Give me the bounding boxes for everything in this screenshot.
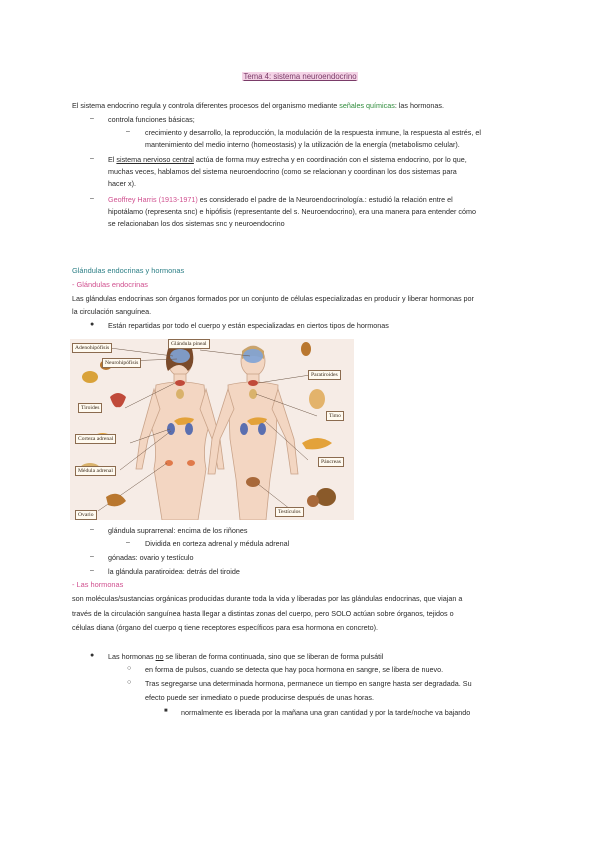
label-corteza-adrenal: Corteza adrenal bbox=[75, 434, 116, 444]
snc-line-3: hacer x). bbox=[108, 179, 136, 188]
bullet-circle: ○ bbox=[127, 665, 132, 672]
label-tiroides: Tiroides bbox=[78, 403, 102, 413]
label-neurohipofisis: Neurohipófisis bbox=[102, 358, 141, 368]
intro-paragraph: El sistema endocrino regula y controla diferentes procesos del organismo mediante señales químicas: las hormonas. bbox=[72, 101, 444, 110]
hormonas-sub-2: Tras segregarse una determinada hormona, permanece un tiempo en sangre hasta ser degradada. Su bbox=[145, 679, 472, 688]
subheading-hormonas: - Las hormonas bbox=[72, 580, 124, 589]
bullet-dash: – bbox=[90, 553, 94, 560]
bullet-circle: ○ bbox=[127, 679, 132, 686]
hormonas-text-line-2: través de la circulación sanguínea hasta llegar a distintas zonas del cuerpo, pero SOLO actúan sobre órganos, tejidos o bbox=[72, 609, 454, 618]
bullet-dash: – bbox=[126, 128, 130, 135]
bullet-square: ■ bbox=[164, 708, 168, 714]
hormonas-text-line-1: son moléculas/sustancias orgánicas producidas durante toda la vida y liberadas por las glándulas endocrinas, que viajan a bbox=[72, 594, 463, 603]
hormonas-sub-2-cont: efecto puede ser inmediato o puede producirse después de unas horas. bbox=[145, 693, 374, 702]
harris-paragraph: Geoffrey Harris (1913-1971) es considerado el padre de la Neuroendocrinología.: estudió la relación entre el bbox=[108, 195, 453, 204]
bullet-dash: – bbox=[90, 567, 94, 574]
bullet-dot: ● bbox=[90, 321, 95, 328]
gonadas-note: gónadas: ovario y testículo bbox=[108, 553, 194, 562]
bullet-dash: – bbox=[126, 539, 130, 546]
hormonas-sub-1: en forma de pulsos, cuando se detecta que hay poca hormona en sangre, se libera de nuevo. bbox=[145, 665, 444, 674]
suprarrenal-subnote: Dividida en corteza adrenal y médula adrenal bbox=[145, 539, 290, 548]
hormonas-text-line-3: células diana (órgano del cuerpo q tiene receptores específicos para esa hormona en concreto). bbox=[72, 623, 379, 632]
suprarrenal-note: glándula suprarrenal: encima de los riñones bbox=[108, 526, 248, 535]
label-ovario: Ovario bbox=[75, 510, 97, 520]
snc-paragraph: El sistema nervioso central actúa de forma muy estrecha y en coordinación con el sistema endocrino, por lo que, bbox=[108, 155, 467, 164]
snc-line-2: muchas veces, hablamos del sistema neuroendocrino (como se relacionan y coordinan los dos sistemas para bbox=[108, 167, 457, 176]
hormonas-bullet: Las hormonas no se liberan de forma continuada, sino que se liberan de forma pulsátil bbox=[108, 652, 384, 661]
document-title: Tema 4: sistema neuroendocrino bbox=[243, 72, 357, 81]
label-timo: Timo bbox=[326, 411, 344, 421]
hormonas-subsub: normalmente es liberada por la mañana una gran cantidad y por la tarde/noche va bajando bbox=[181, 708, 471, 717]
label-paratiroides: Paratiroides bbox=[308, 370, 341, 380]
bullet-dash: – bbox=[90, 195, 94, 202]
intro-bullet-2: crecimiento y desarrollo, la reproducción, la modulación de la respuesta inmune, la respuesta al estrés, el bbox=[145, 128, 481, 137]
glands-text-line-2: la circulación sanguínea. bbox=[72, 307, 152, 316]
glands-text-line-1: Las glándulas endocrinas son órganos formados por un conjunto de células especializadas en producir y liberar hormonas por bbox=[72, 294, 474, 303]
bullet-dash: – bbox=[90, 115, 94, 122]
label-glandula-pineal: Glándula pineal bbox=[168, 339, 210, 349]
label-medula-adrenal: Médula adrenal bbox=[75, 466, 116, 476]
intro-bullet-1: controla funciones básicas; bbox=[108, 115, 195, 124]
endocrine-diagram bbox=[70, 339, 354, 520]
label-adenohipofisis: Adenohipófisis bbox=[72, 343, 112, 353]
glands-bullet: Están repartidas por todo el cuerpo y están especializadas en ciertos tipos de hormonas bbox=[108, 321, 389, 330]
bullet-dot: ● bbox=[90, 652, 95, 659]
subheading-glandulas: - Glándulas endocrinas bbox=[72, 280, 149, 289]
bullet-dash: – bbox=[90, 155, 94, 162]
harris-line-3: se relacionaban los dos sistemas snc y neuroendocrino bbox=[108, 219, 285, 228]
label-testiculos: Testículos bbox=[275, 507, 304, 517]
bullet-dash: – bbox=[90, 526, 94, 533]
label-pancreas: Páncreas bbox=[318, 457, 344, 467]
intro-bullet-2-cont: mantenimiento del medio interno (homeostasis) y la utilización de la energía (metabolismo celular). bbox=[145, 140, 460, 149]
paratiroidea-note: la glándula paratiroidea: detrás del tiroide bbox=[108, 567, 240, 576]
section-heading: Glándulas endocrinas y hormonas bbox=[72, 266, 185, 275]
harris-line-2: hipotálamo (representa snc) e hipófisis (representante del s. Neuroendocrino), era una manera para entender cómo bbox=[108, 207, 476, 216]
